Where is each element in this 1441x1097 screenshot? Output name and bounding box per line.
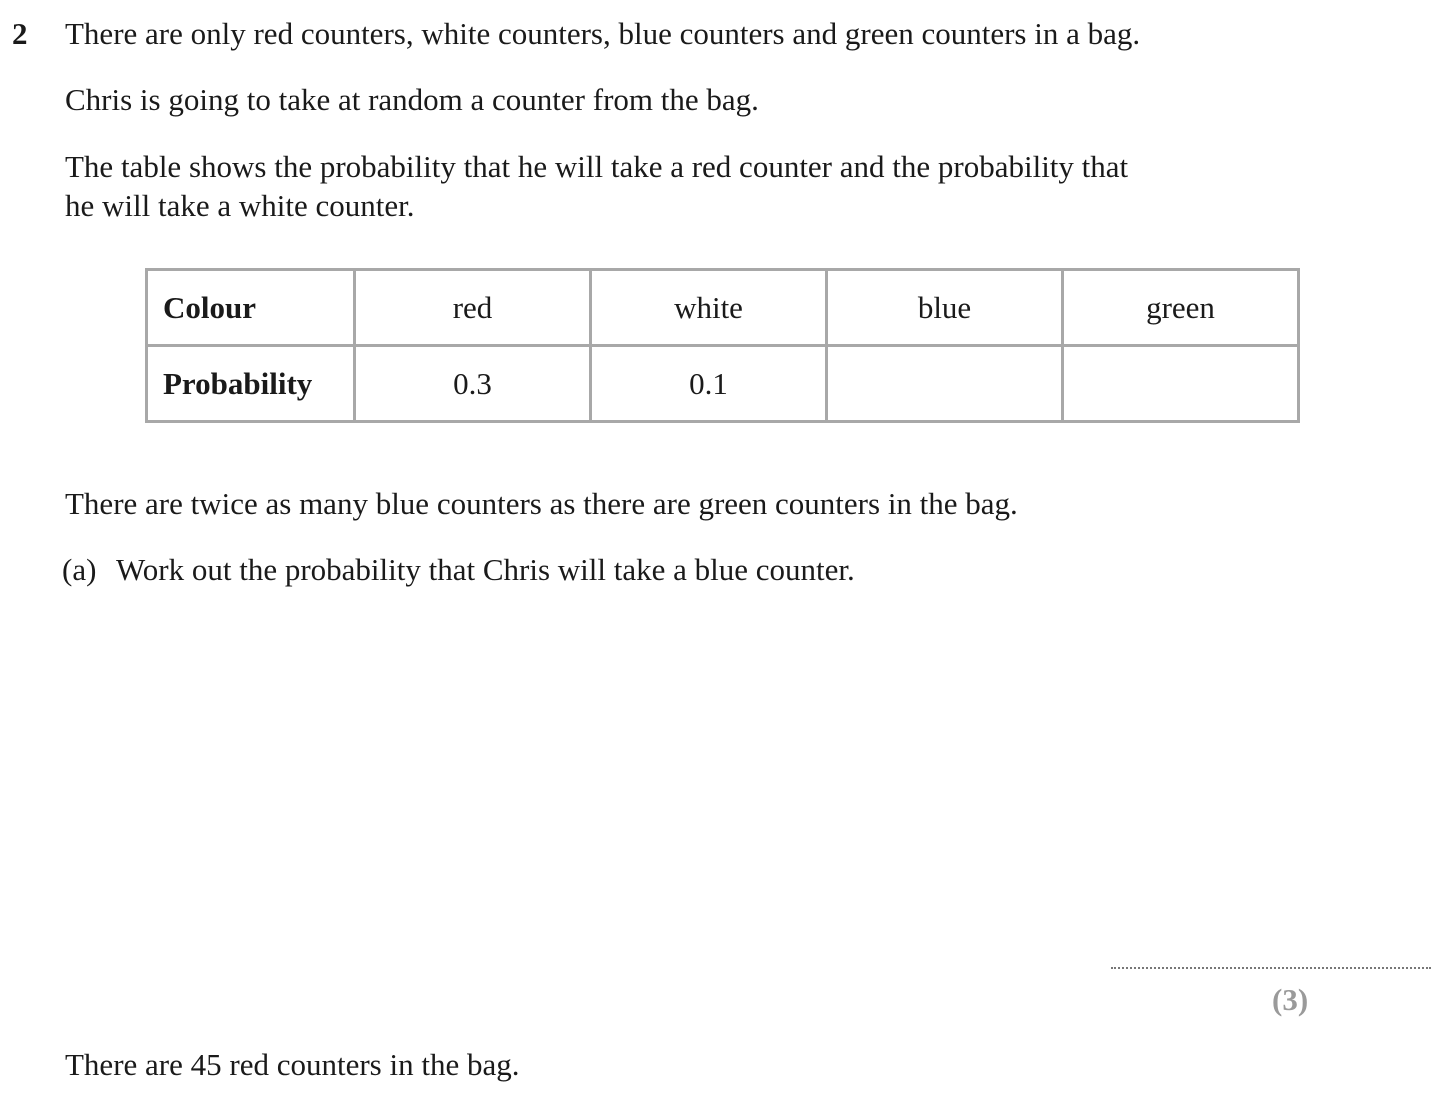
question-intro-line: There are only red counters, white counters, blue counters and green counters in a bag. [65, 16, 1141, 51]
colour-cell-blue: blue [827, 270, 1063, 346]
part-a-label: (a) [62, 552, 97, 587]
probability-table [145, 268, 1300, 423]
colour-header-cell: Colour [147, 270, 355, 346]
part-a-marks: (3) [1272, 982, 1309, 1017]
ratio-statement: There are twice as many blue counters as there are green counters in the bag. [65, 486, 1018, 521]
probability-cell-red: 0.3 [355, 346, 591, 422]
part-a-question [62, 551, 855, 589]
answer-line[interactable] [1111, 967, 1431, 969]
colour-cell-white: white [591, 270, 827, 346]
colour-row [147, 270, 1299, 346]
probability-cell-white: 0.1 [591, 346, 827, 422]
probability-header-cell: Probability [147, 346, 355, 422]
followup-statement: There are 45 red counters in the bag. [65, 1047, 520, 1082]
table-description-line-2: he will take a white counter. [65, 188, 415, 223]
table-description-line-1: The table shows the probability that he will take a red counter and the probability that [65, 149, 1129, 184]
probability-cell-blue[interactable] [827, 346, 1063, 422]
probability-row [147, 346, 1299, 422]
probability-cell-green[interactable] [1063, 346, 1299, 422]
colour-cell-red: red [355, 270, 591, 346]
part-a-text: Work out the probability that Chris will take a blue counter. [116, 552, 855, 587]
question-context-line: Chris is going to take at random a counter from the bag. [65, 82, 759, 117]
colour-cell-green: green [1063, 270, 1299, 346]
question-number: 2 [12, 16, 28, 51]
